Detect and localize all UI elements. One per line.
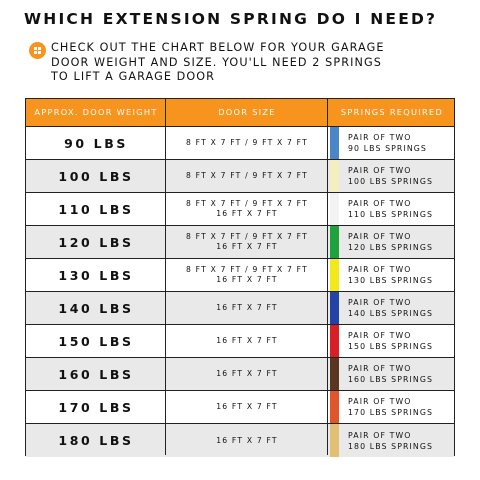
garage-door-icon [29, 42, 46, 59]
spring-color-swatch [330, 358, 339, 390]
door-weight: 90 LBS [64, 135, 128, 151]
spring-color-swatch [330, 292, 339, 324]
spring-line: PAIR OF TWO [348, 364, 412, 373]
spring-line: 150 LBS SPRINGS [348, 342, 434, 351]
springs-required [328, 325, 456, 357]
spring-line: 120 LBS SPRINGS [348, 243, 434, 252]
door-size [166, 358, 328, 390]
table-row [26, 391, 454, 424]
springs-required [328, 226, 456, 258]
springs-required [328, 391, 456, 423]
springs-required [328, 160, 456, 192]
spring-text [348, 264, 433, 286]
door-weight: 110 LBS [58, 201, 134, 217]
table-row [26, 193, 454, 226]
spring-text [348, 330, 433, 352]
spring-line: 140 LBS SPRINGS [348, 309, 434, 318]
door-size-line: 8 FT X 7 FT / 9 FT X 7 FT [186, 199, 308, 208]
door-size-line: 16 FT X 7 FT [216, 275, 278, 284]
spring-line: PAIR OF TWO [348, 133, 412, 142]
page-title: WHICH EXTENSION SPRING DO I NEED? [24, 10, 438, 28]
intro-line-3: TO LIFT A GARAGE DOOR [51, 70, 216, 83]
door-size [166, 325, 328, 357]
door-weight: 130 LBS [58, 267, 134, 283]
intro-line-1: CHECK OUT THE CHART BELOW FOR YOUR GARAGE [51, 41, 385, 54]
door-weight: 100 LBS [58, 168, 134, 184]
table-row [26, 127, 454, 160]
springs-required [328, 193, 456, 225]
door-size [166, 424, 328, 457]
spring-line: 110 LBS SPRINGS [348, 210, 434, 219]
springs-required [328, 358, 456, 390]
door-size-line: 16 FT X 7 FT [216, 242, 278, 251]
table-row [26, 226, 454, 259]
spring-color-swatch [330, 226, 339, 258]
table-row [26, 160, 454, 193]
door-size-line: 8 FT X 7 FT / 9 FT X 7 FT [186, 138, 308, 147]
door-size [166, 226, 328, 258]
spring-text [348, 132, 427, 154]
spring-color-swatch [330, 193, 339, 225]
spring-text [348, 297, 433, 319]
springs-required [328, 259, 456, 291]
spring-line: 100 LBS SPRINGS [348, 177, 434, 186]
spring-line: PAIR OF TWO [348, 199, 412, 208]
springs-required [328, 127, 456, 159]
door-weight: 140 LBS [58, 300, 134, 316]
door-weight: 170 LBS [58, 399, 134, 415]
door-size-line: 8 FT X 7 FT / 9 FT X 7 FT [186, 232, 308, 241]
door-weight: 180 LBS [58, 433, 134, 448]
table-header [26, 99, 454, 127]
door-size-line: 16 FT X 7 FT [216, 336, 278, 345]
door-size [166, 259, 328, 291]
spring-color-swatch [330, 160, 339, 192]
door-size-line: 16 FT X 7 FT [216, 369, 278, 378]
spring-chart-table [25, 98, 455, 456]
door-size [166, 391, 328, 423]
intro-line-2: DOOR WEIGHT AND SIZE. YOU'LL NEED 2 SPRINGS [51, 55, 382, 69]
springs-required [328, 424, 456, 457]
door-size-line: 16 FT X 7 FT [216, 435, 278, 445]
door-size-line: 8 FT X 7 FT / 9 FT X 7 FT [186, 171, 308, 180]
door-weight: 150 LBS [58, 333, 134, 349]
spring-color-swatch [330, 391, 339, 423]
door-size [166, 160, 328, 192]
spring-line: PAIR OF TWO [348, 232, 412, 241]
spring-line: PAIR OF TWO [348, 397, 412, 406]
door-size [166, 127, 328, 159]
door-weight: 120 LBS [58, 234, 134, 250]
spring-color-swatch [330, 424, 339, 457]
door-size [166, 193, 328, 225]
door-size [166, 292, 328, 324]
spring-line: PAIR OF TWO [348, 265, 412, 274]
header-weight: APPROX. DOOR WEIGHT [34, 107, 158, 117]
spring-line: 130 LBS SPRINGS [348, 276, 434, 285]
door-size-line: 16 FT X 7 FT [216, 209, 278, 218]
table-row [26, 358, 454, 391]
door-size-line: 8 FT X 7 FT / 9 FT X 7 FT [186, 265, 308, 274]
spring-color-swatch [330, 127, 339, 159]
spring-line: PAIR OF TWO [348, 331, 412, 340]
door-weight: 160 LBS [58, 366, 134, 382]
spring-line: PAIR OF TWO [348, 298, 412, 307]
spring-text [348, 231, 433, 253]
spring-text [348, 198, 433, 220]
spring-text [348, 363, 433, 385]
spring-line: 90 LBS SPRINGS [348, 144, 427, 153]
column-divider [327, 99, 328, 455]
spring-line: 180 LBS SPRINGS [348, 441, 434, 451]
spring-line: 160 LBS SPRINGS [348, 375, 434, 384]
table-row [26, 325, 454, 358]
spring-text [348, 430, 433, 452]
spring-color-swatch [330, 259, 339, 291]
spring-text [348, 396, 433, 418]
spring-text [348, 165, 433, 187]
header-size: DOOR SIZE [218, 107, 276, 117]
intro-text [51, 41, 385, 85]
table-row [26, 292, 454, 325]
table-row [26, 259, 454, 292]
table-row [26, 424, 454, 457]
column-divider [165, 99, 166, 455]
spring-line: PAIR OF TWO [348, 166, 412, 175]
door-size-line: 16 FT X 7 FT [216, 303, 278, 312]
header-springs: SPRINGS REQUIRED [340, 107, 444, 117]
door-size-line: 16 FT X 7 FT [216, 402, 278, 411]
spring-line: 170 LBS SPRINGS [348, 408, 434, 417]
spring-line: PAIR OF TWO [348, 430, 412, 440]
spring-color-swatch [330, 325, 339, 357]
springs-required [328, 292, 456, 324]
